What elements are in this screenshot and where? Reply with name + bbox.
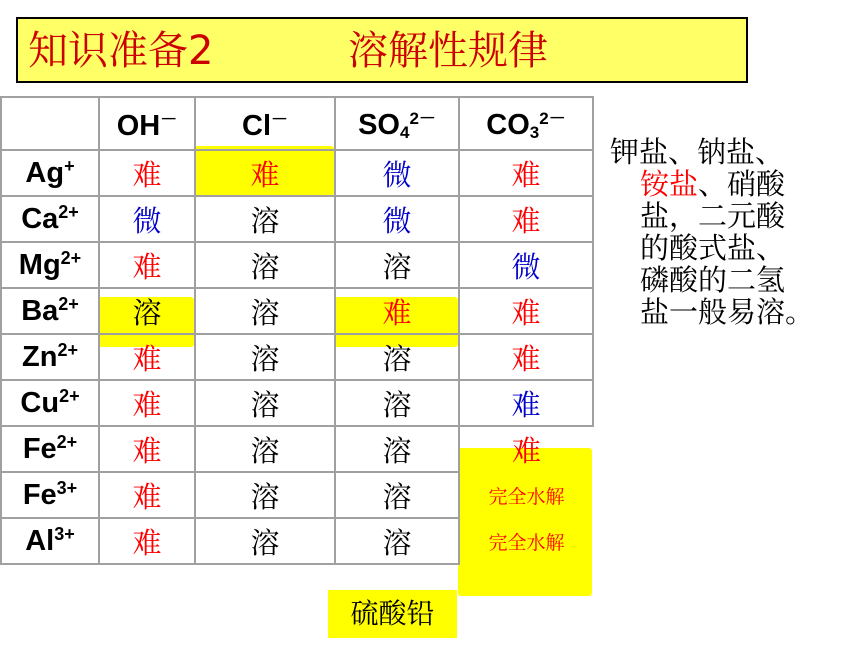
table-cell: 溶 bbox=[335, 334, 459, 380]
table-cell: 难 bbox=[99, 518, 195, 564]
table-cell: 难 bbox=[99, 242, 195, 288]
table-row bbox=[1, 426, 593, 472]
table-cell: 溶 bbox=[195, 518, 335, 564]
side-note bbox=[610, 136, 825, 328]
cation-label: $Zn^{2+}$ bbox=[1, 334, 99, 380]
cation-label: $Al^{3+}$ bbox=[1, 518, 99, 564]
table-cell: 溶 bbox=[335, 242, 459, 288]
solubility-table bbox=[0, 96, 594, 565]
cation-label: $Mg^{2+}$ bbox=[1, 242, 99, 288]
cation-label: $Cu^{2+}$ bbox=[1, 380, 99, 426]
table-cell: 溶 bbox=[195, 242, 335, 288]
side-note-line: 的酸式盐、 bbox=[640, 231, 786, 265]
table-cell: 溶 bbox=[99, 288, 195, 334]
table-cell: 完全水解 bbox=[488, 485, 565, 508]
table-cell: 难 bbox=[99, 472, 195, 518]
table-cell: 难 bbox=[99, 380, 195, 426]
side-note-line: 盐一般易溶。 bbox=[640, 295, 815, 329]
table-row bbox=[1, 242, 593, 288]
header-so4: $SO_4^{2-}$ bbox=[335, 97, 459, 150]
header-cl: Cl－ bbox=[195, 97, 335, 150]
table-cell: 溶 bbox=[335, 380, 459, 426]
table-cell: 难 bbox=[99, 334, 195, 380]
table-cell: 溶 bbox=[335, 426, 459, 472]
table-row bbox=[1, 334, 593, 380]
table-cell: 难 bbox=[99, 426, 195, 472]
side-note-line: 磷酸的二氢 bbox=[640, 263, 786, 297]
table-cell: 难 bbox=[459, 288, 593, 334]
cation-label: $Fe^{3+}$ bbox=[1, 472, 99, 518]
lead-sulfate-label: 硫酸铅 bbox=[328, 590, 457, 638]
table-cell: 微 bbox=[459, 242, 593, 288]
table-cell: 难 bbox=[459, 150, 593, 196]
table-cell: 难 bbox=[195, 150, 335, 196]
table-header-row bbox=[1, 97, 593, 150]
table-row bbox=[1, 518, 593, 564]
table-cell: 微 bbox=[99, 196, 195, 242]
title-part1: 知识准备2 bbox=[28, 28, 214, 74]
table-row bbox=[1, 288, 593, 334]
table-row bbox=[1, 196, 593, 242]
table-row bbox=[1, 150, 593, 196]
header-corner bbox=[1, 97, 99, 150]
title-banner bbox=[16, 17, 748, 83]
table-cell: 溶 bbox=[335, 518, 459, 564]
table-cell: 难 bbox=[459, 380, 593, 426]
side-note-line: 盐，二元酸 bbox=[640, 199, 786, 233]
table-cell: 难 bbox=[459, 334, 593, 380]
title-part2: 溶解性规律 bbox=[348, 28, 548, 74]
table-cell: 微 bbox=[335, 150, 459, 196]
cation-label: $Fe^{2+}$ bbox=[1, 426, 99, 472]
table-cell: 溶 bbox=[335, 472, 459, 518]
cation-label: Ag+ bbox=[1, 150, 99, 196]
side-note-highlight: 铵盐 bbox=[640, 167, 699, 201]
header-oh: OH－ bbox=[99, 97, 195, 150]
table-cell: 微 bbox=[335, 196, 459, 242]
table-cell: 溶 bbox=[195, 472, 335, 518]
table-cell: 溶 bbox=[195, 380, 335, 426]
table-cell: 难 bbox=[99, 150, 195, 196]
cation-label: $Ba^{2+}$ bbox=[1, 288, 99, 334]
table-cell: 溶 bbox=[195, 196, 335, 242]
side-note-line: 铵盐、硝酸 bbox=[640, 167, 786, 201]
table-cell: 难 bbox=[335, 288, 459, 334]
table-cell: 溶 bbox=[195, 426, 335, 472]
table-row bbox=[1, 472, 593, 518]
header-co3: $CO_3^{2-}$ bbox=[459, 97, 593, 150]
table-cell: 难 bbox=[511, 434, 541, 468]
cation-label: $Ca^{2+}$ bbox=[1, 196, 99, 242]
table-cell: 难 bbox=[459, 196, 593, 242]
side-note-line: 钾盐、钠盐、 bbox=[610, 135, 785, 169]
table-cell: 溶 bbox=[195, 288, 335, 334]
table-cell: 完全水解 bbox=[488, 531, 565, 554]
table-cell: 溶 bbox=[195, 334, 335, 380]
table-row bbox=[1, 380, 593, 426]
